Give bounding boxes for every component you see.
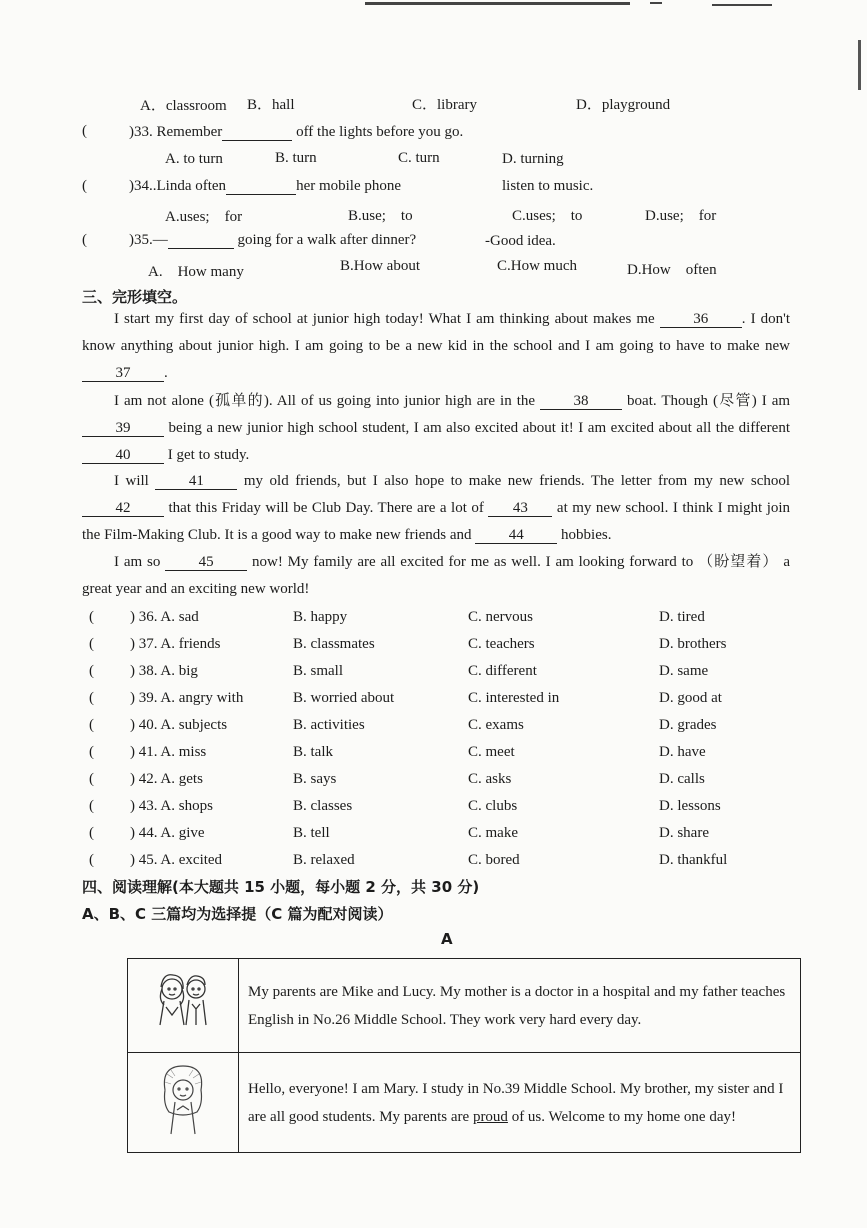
- q35-option-a[interactable]: A. How many: [148, 264, 244, 280]
- q35-option-d[interactable]: D.How often: [627, 262, 717, 278]
- section-4-title: 四、阅读理解(本大题共 15 小题，每小题 2 分，共 30 分): [82, 878, 480, 896]
- q34-stem: )34..Linda often her mobile phone: [129, 178, 402, 194]
- section-4-subtitle: A、B、C 三篇均为选择提（C 篇为配对阅读）: [82, 905, 393, 923]
- q34-option-a[interactable]: A.uses; for: [165, 209, 243, 225]
- reading-a-row-1-text: My parents are Mike and Lucy. My mother is a doctor in a hospital and my father teaches English in No.26 Middle School. They work very hard every day.: [239, 959, 801, 1053]
- q41-question-stem: ) 41. A. miss: [130, 744, 207, 760]
- cloze-paragraph-2: I am not alone (孤单的). All of us going into junior high are in the 38 boat. Though (尽管) I am 39 being a new junior high school student, I am also excited about it! I am excited about all the different 40 I get to study.: [82, 388, 790, 469]
- cloze-blank-37[interactable]: 37: [82, 365, 164, 382]
- passage-a-label: A: [441, 930, 453, 948]
- q43-option-c[interactable]: C. clubs: [468, 798, 518, 814]
- reading-a-table: [127, 958, 801, 1153]
- q36-question-stem: ) 36. A. sad: [130, 609, 199, 625]
- q39-option-d[interactable]: D. good at: [659, 690, 722, 706]
- q33-answer-bracket[interactable]: (: [82, 123, 87, 139]
- q37-option-c[interactable]: C. teachers: [468, 636, 535, 652]
- q38-option-c[interactable]: C. different: [468, 663, 537, 679]
- q45-option-b[interactable]: B. relaxed: [293, 852, 355, 868]
- q35-answer-bracket[interactable]: (: [82, 232, 87, 248]
- q43-option-b[interactable]: B. classes: [293, 798, 353, 814]
- q42-answer-bracket[interactable]: (: [89, 771, 94, 787]
- cloze-blank-39[interactable]: 39: [82, 420, 164, 437]
- reading-a-row: [128, 1053, 801, 1153]
- q43-option-d[interactable]: D. lessons: [659, 798, 721, 814]
- q44-option-d[interactable]: D. share: [659, 825, 709, 841]
- q44-option-b[interactable]: B. tell: [293, 825, 330, 841]
- q36-option-b[interactable]: B. happy: [293, 609, 348, 625]
- q33-option-d[interactable]: D. turning: [502, 151, 564, 167]
- q38-question-stem: ) 38. A. big: [130, 663, 198, 679]
- q37-option-b[interactable]: B. classmates: [293, 636, 375, 652]
- girl-drawing-icon: [153, 1060, 213, 1140]
- parents-drawing-icon: [148, 971, 218, 1035]
- q41-option-d[interactable]: D. have: [659, 744, 706, 760]
- cloze-blank-41[interactable]: 41: [155, 473, 237, 490]
- q39-option-b[interactable]: B. worried about: [293, 690, 395, 706]
- cloze-blank-44[interactable]: 44: [475, 527, 557, 544]
- scan-top-edge: [0, 0, 867, 20]
- q40-answer-bracket[interactable]: (: [89, 717, 94, 733]
- cloze-blank-45[interactable]: 45: [165, 554, 247, 571]
- q42-option-d[interactable]: D. calls: [659, 771, 705, 787]
- q35-blank[interactable]: [168, 232, 234, 249]
- q35-option-c[interactable]: C.How much: [497, 258, 577, 274]
- q37-question-stem: ) 37. A. friends: [130, 636, 221, 652]
- q35-response: -Good idea.: [485, 233, 556, 249]
- q34-option-c[interactable]: C.uses; to: [512, 208, 583, 224]
- cloze-blank-36[interactable]: 36: [660, 311, 742, 328]
- q42-option-c[interactable]: C. asks: [468, 771, 512, 787]
- q43-question-stem: ) 43. A. shops: [130, 798, 213, 814]
- q44-option-c[interactable]: C. make: [468, 825, 518, 841]
- cloze-blank-42[interactable]: 42: [82, 500, 164, 517]
- q39-question-stem: ) 39. A. angry with: [130, 690, 244, 706]
- q45-option-d[interactable]: D. thankful: [659, 852, 728, 868]
- q33-option-b[interactable]: B. turn: [275, 150, 317, 166]
- q38-answer-bracket[interactable]: (: [89, 663, 94, 679]
- q45-question-stem: ) 45. A. excited: [130, 852, 223, 868]
- q34-blank[interactable]: [226, 178, 296, 195]
- q34-option-b[interactable]: B.use; to: [348, 208, 413, 224]
- q34-stem-end: listen to music.: [502, 178, 594, 194]
- q34-option-d[interactable]: D.use; for: [645, 208, 717, 224]
- parents-illustration: [128, 959, 239, 1053]
- q42-option-b[interactable]: B. says: [293, 771, 337, 787]
- q40-option-c[interactable]: C. exams: [468, 717, 524, 733]
- q34-answer-bracket[interactable]: (: [82, 178, 87, 194]
- q33-option-c[interactable]: C. turn: [398, 150, 440, 166]
- q41-option-c[interactable]: C. meet: [468, 744, 515, 760]
- q32-option-b[interactable]: B．hall: [247, 97, 295, 113]
- cloze-paragraph-4: I am so 45 now! My family are all excited for me as well. I am looking forward to （盼望着） a great year and an exciting new world!: [82, 554, 791, 597]
- q37-option-d[interactable]: D. brothers: [659, 636, 727, 652]
- cloze-blank-43[interactable]: 43: [488, 500, 552, 517]
- q33-option-a[interactable]: A. to turn: [165, 151, 223, 167]
- q39-option-c[interactable]: C. interested in: [468, 690, 560, 706]
- cloze-paragraph-3: I will 41 my old friends, but I also hope to make new friends. The letter from my new school 42 that this Friday will be Club Day. There are a lot of 43 at my new school. I think I might join the Film-Making Club. It is a good way to make new friends and 44 hobbies.: [82, 473, 791, 543]
- q45-option-c[interactable]: C. bored: [468, 852, 520, 868]
- underlined-word-proud[interactable]: proud: [472, 1108, 508, 1125]
- q36-option-c[interactable]: C. nervous: [468, 609, 533, 625]
- reading-a-row: [128, 959, 801, 1053]
- q35-stem: )35.— going for a walk after dinner?: [129, 232, 417, 248]
- q32-option-d[interactable]: D．playground: [576, 97, 671, 113]
- q38-option-b[interactable]: B. small: [293, 663, 344, 679]
- q36-answer-bracket[interactable]: (: [89, 609, 94, 625]
- section-3-title: 三、完形填空。: [82, 288, 188, 306]
- q41-option-b[interactable]: B. talk: [293, 744, 333, 760]
- q32-option-a[interactable]: A．classroom: [140, 98, 227, 114]
- q36-option-d[interactable]: D. tired: [659, 609, 705, 625]
- q43-answer-bracket[interactable]: (: [89, 798, 94, 814]
- q40-option-d[interactable]: D. grades: [659, 717, 717, 733]
- mary-illustration: [128, 1053, 239, 1153]
- q42-question-stem: ) 42. A. gets: [130, 771, 203, 787]
- q33-blank[interactable]: [222, 124, 292, 141]
- cloze-blank-38[interactable]: 38: [540, 393, 622, 410]
- q44-question-stem: ) 44. A. give: [130, 825, 205, 841]
- q44-answer-bracket[interactable]: (: [89, 825, 94, 841]
- reading-a-row-2-text: Hello, everyone! I am Mary. I study in No.39 Middle School. My brother, my sister and I are all good students. My parents are proud of us. Welcome to my home one day!: [239, 1053, 801, 1153]
- q32-option-c[interactable]: C．library: [412, 97, 477, 113]
- q41-answer-bracket[interactable]: (: [89, 744, 94, 760]
- q39-answer-bracket[interactable]: (: [89, 690, 94, 706]
- cloze-blank-40[interactable]: 40: [82, 447, 164, 464]
- q37-answer-bracket[interactable]: (: [89, 636, 94, 652]
- q40-option-b[interactable]: B. activities: [293, 717, 365, 733]
- cloze-paragraph-1: I start my first day of school at junior high today! What I am thinking about makes me 36 . I don't know anything about junior high. I am going to be a new kid in the school and I am going to have to make new 37 .: [82, 311, 790, 381]
- q45-answer-bracket[interactable]: (: [89, 852, 94, 868]
- q38-option-d[interactable]: D. same: [659, 663, 709, 679]
- q33-stem: )33. Remember off the lights before you go.: [129, 124, 464, 140]
- q40-question-stem: ) 40. A. subjects: [130, 717, 228, 733]
- scan-edge-mark: [858, 40, 861, 90]
- q35-option-b[interactable]: B.How about: [340, 258, 420, 274]
